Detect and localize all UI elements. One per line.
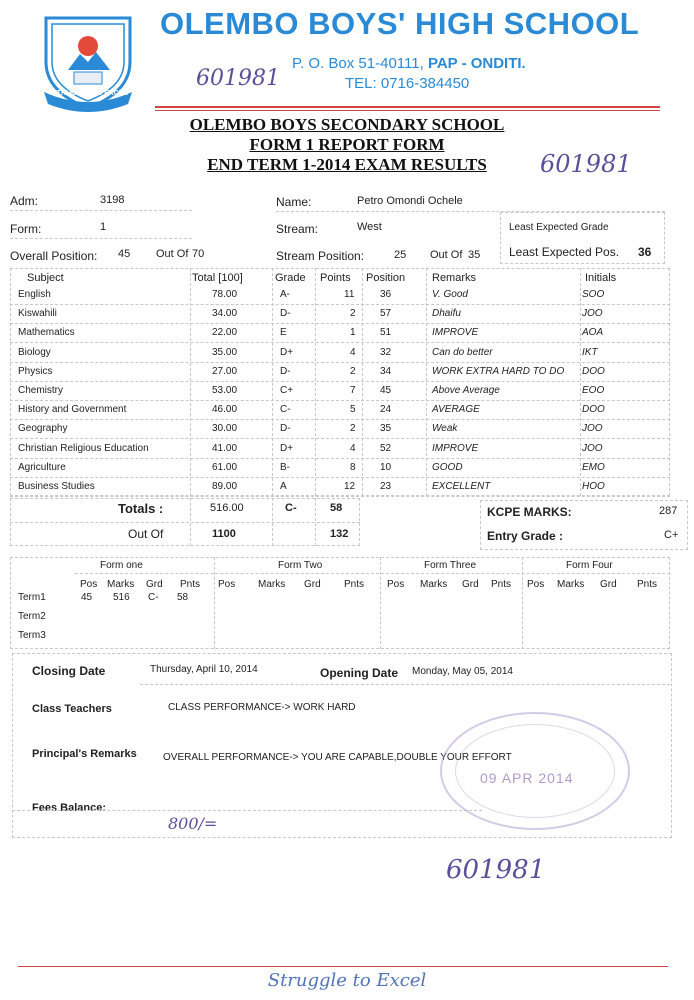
- school-name: OLEMBO BOYS' HIGH SCHOOL: [160, 6, 640, 41]
- table-cell: GOOD: [432, 461, 463, 473]
- table-cell: 1: [350, 327, 356, 339]
- table-cell: 22.00: [212, 327, 238, 339]
- subject-name: Christian Religious Education: [18, 442, 149, 454]
- least-grade-label: Least Expected Grade: [509, 222, 609, 233]
- closing-date-label: Closing Date: [32, 664, 106, 678]
- least-position-label: Least Expected Pos.: [509, 245, 620, 259]
- table-cell: IMPROVE: [432, 327, 479, 339]
- school-crest-logo: [38, 12, 138, 112]
- table-cell: A: [280, 481, 287, 492]
- table-cell: 34.00: [212, 308, 238, 320]
- table-cell: Dhaifu: [432, 308, 461, 320]
- term-col-header: Pnts: [344, 579, 365, 590]
- table-cell: 35.00: [212, 346, 238, 358]
- table-cell: EOO: [582, 385, 605, 396]
- term-col-header: Pnts: [637, 579, 658, 590]
- table-header-cell: Grade: [275, 272, 306, 284]
- totals-total: 516.00: [210, 502, 244, 514]
- term-row-label: Term1: [18, 592, 46, 603]
- table-cell: E: [280, 327, 287, 339]
- stream-position: 25: [394, 249, 407, 261]
- term-col-header: Grd: [462, 579, 479, 590]
- term-row-label: Term2: [18, 611, 46, 622]
- opening-date: Monday, May 05, 2014: [412, 666, 513, 677]
- table-cell: Can do better: [432, 346, 493, 358]
- outof-total: 1100: [212, 528, 236, 540]
- table-cell: 2: [350, 308, 356, 320]
- footer-motto: Struggle to Excel: [267, 970, 427, 991]
- subject-name: Business Studies: [18, 481, 95, 492]
- table-cell: Above Average: [432, 385, 500, 396]
- kcpe-marks: 287: [659, 505, 678, 517]
- handwritten-number-2: 601981: [540, 150, 632, 178]
- table-cell: JOO: [582, 442, 603, 454]
- stream-outof: 35: [468, 249, 481, 261]
- table-cell: D-: [280, 365, 291, 377]
- principal-remarks: OVERALL PERFORMANCE-> YOU ARE CAPABLE,DOUBLE YOUR EFFORT: [163, 752, 512, 763]
- table-cell: 10: [380, 461, 392, 473]
- report-title-1: OLEMBO BOYS SECONDARY SCHOOL: [189, 115, 505, 134]
- stream-position-label: Stream Position:: [276, 249, 365, 263]
- term-form-header: Form Two: [278, 560, 323, 571]
- class-teachers-label: Class Teachers: [32, 703, 112, 715]
- table-header-cell: Initials: [585, 272, 617, 284]
- term-col-header: Marks: [107, 579, 135, 590]
- table-cell: 4: [350, 346, 356, 358]
- term-col-header: Marks: [557, 579, 585, 590]
- term-col-header: Pnts: [180, 579, 201, 590]
- table-cell: B-: [280, 461, 290, 473]
- school-tel: TEL: 0716-384450: [345, 75, 470, 92]
- term-col-header: Pos: [80, 579, 98, 590]
- handwritten-number-3: 601981: [446, 855, 546, 885]
- term1-value: 58: [177, 592, 189, 603]
- term-col-header: Pos: [218, 579, 236, 590]
- table-cell: WORK EXTRA HARD TO DO: [432, 365, 565, 377]
- table-cell: D-: [280, 423, 291, 435]
- table-cell: DOO: [582, 404, 605, 416]
- table-cell: 89.00: [212, 481, 238, 492]
- table-cell: 12: [344, 481, 356, 492]
- table-cell: 4: [350, 442, 356, 454]
- overall-position-label: Overall Position:: [10, 249, 98, 263]
- stream-value: West: [357, 221, 382, 233]
- table-cell: 35: [380, 423, 392, 435]
- entry-grade: C+: [664, 529, 679, 541]
- class-teachers-remark: CLASS PERFORMANCE-> WORK HARD: [168, 702, 356, 713]
- fees-balance-handwritten: 800/=: [168, 814, 218, 833]
- table-cell: 45: [380, 385, 392, 396]
- adm-value: 3198: [100, 194, 125, 206]
- term1-value: 45: [81, 592, 93, 603]
- form-value: 1: [100, 221, 107, 233]
- totals-label: Totals :: [118, 501, 164, 516]
- principal-remarks-label: Principal's Remarks: [32, 748, 137, 760]
- fees-balance-label: Fees Balance:: [32, 802, 106, 814]
- table-header-cell: Position: [366, 272, 406, 284]
- adm-label: Adm:: [10, 194, 39, 208]
- subject-name: Mathematics: [18, 327, 75, 339]
- overall-position: 45: [118, 248, 131, 260]
- term-row-label: Term3: [18, 630, 46, 641]
- table-cell: 2: [350, 423, 356, 435]
- least-position: 36: [638, 245, 652, 259]
- table-cell: D+: [280, 442, 294, 454]
- term-form-header: Form Four: [566, 560, 613, 571]
- table-cell: 32: [380, 346, 392, 358]
- subject-name: Biology: [18, 346, 51, 358]
- term-col-header: Grd: [600, 579, 617, 590]
- student-name: Petro Omondi Ochele: [357, 195, 463, 207]
- table-cell: 53.00: [212, 385, 238, 396]
- table-header-cell: Subject: [27, 272, 64, 284]
- stream-label: Stream:: [276, 222, 319, 236]
- handwritten-number: 601981: [196, 66, 280, 91]
- table-cell: 24: [380, 404, 392, 416]
- outof-label: Out Of: [128, 527, 164, 541]
- stamp-date: 09 APR 2014: [480, 770, 574, 786]
- closing-date: Thursday, April 10, 2014: [150, 664, 258, 675]
- term1-value: C-: [148, 592, 159, 603]
- subject-name: Kiswahili: [18, 308, 57, 320]
- term1-value: 516: [113, 592, 130, 603]
- table-cell: A-: [280, 289, 290, 300]
- stream-outof-label: Out Of: [430, 249, 463, 261]
- term-col-header: Pos: [527, 579, 545, 590]
- table-cell: 7: [350, 385, 356, 396]
- table-cell: IMPROVE: [432, 442, 479, 454]
- table-cell: 34: [380, 365, 392, 377]
- term-col-header: Pnts: [491, 579, 512, 590]
- table-cell: SOO: [582, 289, 605, 300]
- subject-name: Geography: [18, 423, 68, 435]
- term-col-header: Pos: [387, 579, 405, 590]
- table-cell: 11: [344, 289, 355, 300]
- kcpe-label: KCPE MARKS:: [487, 505, 572, 519]
- table-cell: C-: [280, 404, 291, 416]
- table-cell: 41.00: [212, 442, 238, 454]
- term-col-header: Grd: [146, 579, 163, 590]
- subject-name: History and Government: [18, 404, 127, 416]
- table-cell: 36: [380, 289, 392, 300]
- term-col-header: Marks: [420, 579, 448, 590]
- overall-outof-label: Out Of: [156, 248, 189, 260]
- table-cell: Weak: [432, 423, 458, 435]
- subject-name: Chemistry: [18, 385, 64, 396]
- table-cell: 78.00: [212, 289, 238, 300]
- table-cell: V. Good: [432, 289, 468, 300]
- motto-ribbon: STRUGGLE TO EXCEL: [52, 90, 128, 97]
- outof-points: 132: [330, 528, 349, 540]
- subject-name: Physics: [18, 365, 53, 377]
- table-cell: D-: [280, 308, 291, 320]
- table-header-cell: Remarks: [432, 272, 477, 284]
- table-cell: AOA: [582, 327, 604, 339]
- table-cell: C+: [280, 385, 294, 396]
- table-cell: 61.00: [212, 461, 238, 473]
- totals-grade: C-: [285, 502, 297, 514]
- table-header-cell: Points: [320, 272, 351, 284]
- term-col-header: Marks: [258, 579, 286, 590]
- table-cell: 27.00: [212, 365, 238, 377]
- table-cell: DOO: [582, 365, 605, 377]
- table-header-cell: Total [100]: [192, 272, 243, 284]
- report-title-2: FORM 1 REPORT FORM: [249, 135, 445, 154]
- table-cell: 8: [350, 461, 356, 473]
- table-cell: JOO: [582, 423, 603, 435]
- form-label: Form:: [10, 222, 42, 236]
- table-cell: 57: [380, 308, 392, 320]
- table-cell: 23: [380, 481, 392, 492]
- opening-date-label: Opening Date: [320, 666, 399, 680]
- term-col-header: Grd: [304, 579, 321, 590]
- report-title-3: END TERM 1-2014 EXAM RESULTS: [207, 155, 487, 174]
- table-cell: 30.00: [212, 423, 238, 435]
- table-cell: 2: [350, 365, 356, 377]
- subject-name: English: [18, 289, 51, 300]
- term-form-header: Form Three: [424, 560, 477, 571]
- school-address: P. O. Box 51-40111, PAP - ONDITI.: [292, 55, 526, 72]
- table-cell: JOO: [582, 308, 603, 320]
- table-cell: AVERAGE: [432, 404, 480, 416]
- overall-outof: 70: [192, 248, 205, 260]
- table-cell: EXCELLENT: [432, 481, 491, 492]
- table-cell: EMO: [582, 461, 605, 473]
- term-form-header: Form one: [100, 560, 143, 571]
- table-cell: 52: [380, 442, 392, 454]
- totals-points: 58: [330, 502, 343, 514]
- table-cell: IKT: [582, 346, 598, 358]
- subject-name: Agriculture: [18, 461, 66, 473]
- name-label: Name:: [276, 195, 312, 209]
- table-cell: 51: [380, 327, 392, 339]
- table-cell: 5: [350, 404, 356, 416]
- table-cell: D+: [280, 346, 294, 358]
- entry-grade-label: Entry Grade :: [487, 529, 564, 543]
- table-cell: 46.00: [212, 404, 238, 416]
- table-cell: HOO: [582, 481, 605, 492]
